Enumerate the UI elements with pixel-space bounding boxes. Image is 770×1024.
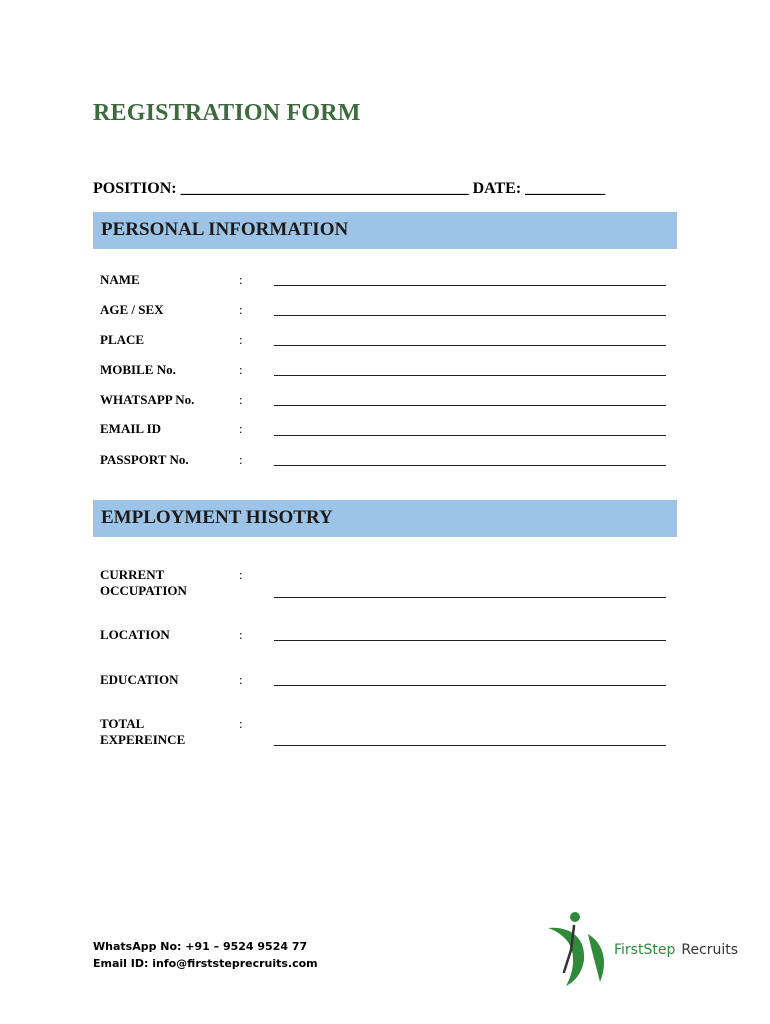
- employment-history-heading: EMPLOYMENT HISOTRY: [101, 507, 333, 528]
- field-occupation-colon: :: [239, 567, 243, 582]
- field-age-sex-colon: :: [239, 302, 243, 317]
- field-whatsapp-label: WHATSAPP No.: [100, 392, 195, 407]
- field-place-label: PLACE: [100, 332, 145, 347]
- employment-history-header: [93, 500, 677, 537]
- field-education-colon: :: [239, 672, 243, 687]
- field-occupation-label-line2: OCCUPATION: [100, 583, 187, 598]
- field-email-colon: :: [239, 421, 243, 436]
- position-blank[interactable]: ____________________________________: [180, 180, 469, 197]
- footer-contact: [93, 938, 318, 972]
- field-occupation-label: [100, 567, 187, 599]
- personal-information-header: [93, 212, 677, 249]
- field-experience-label: [100, 716, 185, 748]
- personal-information-heading: PERSONAL INFORMATION: [101, 219, 349, 240]
- field-age-sex-label: AGE / SEX: [100, 302, 164, 317]
- field-occupation-label-line1: CURRENT: [100, 567, 165, 582]
- logo-swoosh-icon: [548, 928, 584, 986]
- field-place-colon: :: [239, 332, 243, 347]
- logo-text-recruits: Recruits: [681, 942, 739, 958]
- position-date-line: [93, 180, 605, 198]
- field-name-line[interactable]: [274, 285, 666, 286]
- form-title: REGISTRATION FORM: [93, 100, 361, 126]
- field-whatsapp-line[interactable]: [274, 405, 666, 406]
- field-location-label: LOCATION: [100, 627, 170, 642]
- logo-text: [614, 942, 738, 958]
- date-blank[interactable]: __________: [525, 180, 606, 197]
- field-mobile-colon: :: [239, 362, 243, 377]
- field-experience-label-line2: EXPEREINCE: [100, 732, 186, 747]
- footer-email[interactable]: Email ID: info@firststeprecruits.com: [93, 957, 318, 970]
- field-whatsapp-colon: :: [239, 392, 243, 407]
- position-label: POSITION:: [93, 180, 177, 197]
- logo-head-icon: [570, 912, 580, 922]
- field-name-label: NAME: [100, 272, 140, 287]
- field-experience-colon: :: [239, 716, 243, 731]
- field-place-line[interactable]: [274, 345, 666, 346]
- field-experience-label-line1: TOTAL: [100, 716, 145, 731]
- field-passport-label: PASSPORT No.: [100, 452, 189, 467]
- logo-leaf-icon: [588, 934, 604, 982]
- field-email-label: EMAIL ID: [100, 421, 162, 436]
- field-mobile-line[interactable]: [274, 375, 666, 376]
- field-name-colon: :: [239, 272, 243, 287]
- logo-text-firststep: FirstStep: [614, 942, 676, 958]
- field-occupation-line[interactable]: [274, 597, 666, 598]
- field-education-line[interactable]: [274, 685, 666, 686]
- field-age-sex-line[interactable]: [274, 315, 666, 316]
- field-passport-colon: :: [239, 452, 243, 467]
- footer-whatsapp: WhatsApp No: +91 – 9524 9524 77: [93, 940, 308, 953]
- field-email-line[interactable]: [274, 435, 666, 436]
- field-location-colon: :: [239, 627, 243, 642]
- field-education-label: EDUCATION: [100, 672, 179, 687]
- date-label: DATE:: [472, 180, 522, 197]
- field-passport-line[interactable]: [274, 465, 666, 466]
- field-location-line[interactable]: [274, 640, 666, 641]
- field-experience-line[interactable]: [274, 745, 666, 746]
- field-mobile-label: MOBILE No.: [100, 362, 176, 377]
